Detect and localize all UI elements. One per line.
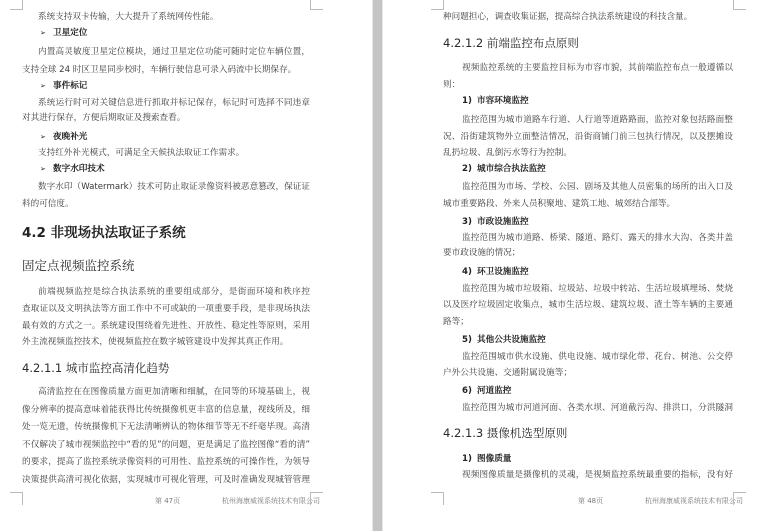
paragraph-line: 城市重要路段、外来人员积聚地、建筑工地、城郊结合部等。 <box>443 199 676 209</box>
list-heading: 河道监控 <box>477 386 512 396</box>
list-number: 2) <box>462 164 472 174</box>
list-heading: 环卫设施监控 <box>477 267 529 277</box>
bullet-heading: 数字水印技术 <box>53 164 105 174</box>
footer-company: 杭州海康威视系统技术有限公司 <box>645 497 743 505</box>
paragraph-line: 路等； <box>443 317 469 327</box>
subsection-heading: 固定点视频监控系统 <box>22 258 135 273</box>
subsubsection-heading: 4.2.1.3 摄像机选型原则 <box>443 426 568 440</box>
bullet-arrow-icon: ➢ <box>40 29 46 37</box>
list-number: 6) <box>462 386 472 396</box>
paragraph-line: 以及医疗垃圾固定收集点，城市生活垃圾、建筑垃圾、渣土等车辆的主要通 <box>443 300 733 310</box>
paragraph-line: 数字水印（Watermark）技术可防止取证录像资料被恶意篡改，保证证 <box>38 182 310 192</box>
section-heading: 4.2 非现场执法取证子系统 <box>22 225 186 241</box>
list-heading: 城市综合执法监控 <box>477 164 546 174</box>
paragraph-line: 视频监控系统的主要监控目标为市容市貌，其前端监控布点一般遵循以 <box>462 63 733 73</box>
crop-mark-bottom-left <box>431 492 444 505</box>
paragraph-line: 决策提供高清可视化依据，实现城市可视化管理，可及时准确发现城管管理 <box>22 475 310 485</box>
list-heading: 其他公共设施监控 <box>477 335 546 345</box>
paragraph-line: 前端视频监控是综合执法系统的重要组成部分，是街面环境和秩序控 <box>38 287 310 297</box>
page-gap <box>372 0 383 531</box>
paragraph-line: 最有效的方式之一。系统建设围绕着先进性、开放性、稳定性等原则，采用 <box>22 321 310 331</box>
crop-mark-top-left <box>431 0 444 10</box>
bullet-heading: 夜晚补光 <box>53 132 88 142</box>
footer-company: 杭州海康威视系统技术有限公司 <box>222 497 320 505</box>
paragraph-line: 像分辨率的提高意味着能获得比传统摄像机更丰富的信息量，视线所及，细 <box>22 405 310 415</box>
list-number: 3) <box>462 217 472 227</box>
bullet-arrow-icon: ➢ <box>40 82 46 90</box>
subsubsection-heading: 4.2.1.2 前端监控布点原则 <box>443 36 579 50</box>
paragraph-line: 外主流视频监控技术，使视频监控在数字城管建设中发挥其真正作用。 <box>22 337 289 347</box>
paragraph-line: 要市政设施的情况； <box>443 248 521 258</box>
paragraph-line: 支持全球 24 时区卫星同步校时，车辆行驶信息可录入码流中长期保存。 <box>22 65 297 75</box>
list-number: 5) <box>462 335 472 345</box>
paragraph-line: 监控范围为城市河道河面、各类水坝、河道截污沟、排洪口，分洪隧洞 <box>462 403 733 413</box>
bullet-heading: 卫星定位 <box>53 28 88 38</box>
list-number: 1) <box>462 96 472 106</box>
paragraph-line: 系统运行时可对关键信息进行抓取并标记保存，标记时可选择不同违章 <box>38 98 310 108</box>
page-48 <box>383 0 760 531</box>
page-47 <box>0 0 372 531</box>
paragraph-line: 不仅解决了城市视频监控中“看的见”的问题，更是满足了监控图像“看的清” <box>22 440 310 450</box>
paragraph-line: 支持红外补光模式，可满足全天候执法取证工作需求。 <box>38 148 245 158</box>
paragraph-line: 处一览无遗，传统摄像机下无法清晰辨认的物体细节等无不纤毫毕现。高清 <box>22 422 310 432</box>
list-heading: 图像质量 <box>477 454 512 464</box>
paragraph-line: 监控范围为城市道路、桥梁、隧道、路灯、露天的排水大沟、各类井盖 <box>462 233 733 243</box>
paragraph-line: 监控范围为城市道路车行道、人行道等道路路面，监控对象包括路面整 <box>462 115 733 125</box>
crop-mark-bottom-right <box>733 492 746 505</box>
subsubsection-heading: 4.2.1.1 城市监控高清化趋势 <box>22 361 170 375</box>
body-text-line: 种问题担心，调查收集证据，提高综合执法系统建设的科技含量。 <box>443 12 693 22</box>
paragraph-line: 乱扔垃圾、乱倒污水等行为控制。 <box>443 148 572 158</box>
paragraph-line: 则： <box>443 80 461 90</box>
paragraph-line: 户外公共设施、交通附属设施等； <box>443 368 572 378</box>
paragraph-line: 监控范围为城市垃圾箱、垃圾站、垃圾中转站、生活垃圾填埋场、焚烧 <box>462 284 733 294</box>
paragraph-line: 高清监控在在图像质量方面更加清晰和细腻，在同等的环境基础上，视 <box>38 387 310 397</box>
list-number: 4) <box>462 267 472 277</box>
paragraph-line: 的要求，提高了监控系统录像资料的可用性、监控系统的可操作性，为领导 <box>22 457 310 467</box>
paragraph-line: 查取证以及文明执法等方面工作中不可或缺的一项重要手段，是非现场执法 <box>22 304 310 314</box>
crop-mark-bottom-right <box>310 492 323 505</box>
paragraph-line: 况、沿街建筑物外立面整洁情况，沿街商铺门前三包执行情况，以及摆摊设 <box>443 132 733 142</box>
crop-mark-top-right <box>310 0 323 10</box>
crop-mark-top-left <box>10 0 23 10</box>
paragraph-line: 对其进行保存，方便后期取证及搜索查看。 <box>22 113 186 123</box>
list-number: 1) <box>462 454 472 464</box>
list-heading: 市政设施监控 <box>477 217 529 227</box>
paragraph-line: 料的可信度。 <box>22 199 74 209</box>
paragraph-line: 监控范围城市供水设施、供电设施、城市绿化带、花台、树池、公交停 <box>462 352 733 362</box>
crop-mark-top-right <box>733 0 746 10</box>
paragraph-line: 监控范围为市场、学校、公园、剧场及其他人员密集的场所的出入口及 <box>462 182 733 192</box>
bullet-arrow-icon: ➢ <box>40 165 46 173</box>
footer-page-number: 第 47页 <box>155 497 181 505</box>
bullet-arrow-icon: ➢ <box>40 133 46 141</box>
body-text-line: 系统支持双卡传输，大大提升了系统网传性能。 <box>38 12 219 22</box>
footer-page-number: 第 48页 <box>578 497 604 505</box>
list-heading: 市容环境监控 <box>477 96 529 106</box>
paragraph-line: 内置高灵敏度卫星定位模块，通过卫星定位功能可随时定位车辆位置， <box>38 47 310 57</box>
paragraph-line: 视频图像质量是摄像机的灵魂，是视频监控系统最重要的指标，没有好 <box>462 470 733 480</box>
bullet-heading: 事件标记 <box>53 81 88 91</box>
crop-mark-bottom-left <box>10 492 23 505</box>
